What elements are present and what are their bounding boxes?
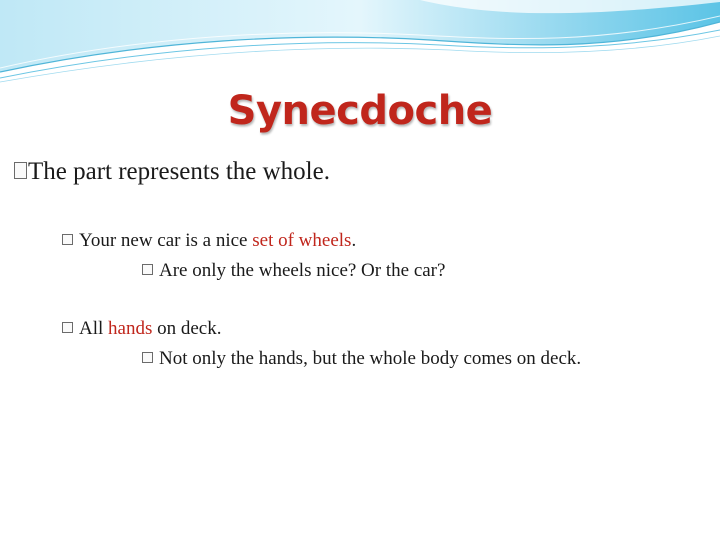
example-2-sub-text: Not only the hands, but the whole body comes on deck.: [159, 348, 582, 369]
example-bullet-1: [62, 230, 356, 252]
main-bullet: [14, 158, 330, 186]
example-2-sub-bullet: [142, 348, 581, 370]
square-bullet-icon: [14, 162, 27, 179]
example-1-sub-bullet: [142, 260, 445, 282]
example-1-text: Your new car is a nice: [79, 230, 253, 251]
example-1-sub-text: Are only the wheels nice? Or the car?: [159, 260, 446, 281]
square-bullet-icon: [142, 264, 153, 275]
header-wave-decoration: [0, 0, 720, 90]
example-bullet-2: [62, 318, 221, 340]
main-bullet-text: The part represents the whole.: [28, 158, 330, 185]
example-2-text: All: [79, 318, 109, 339]
slide-title: Synecdoche: [227, 88, 493, 134]
square-bullet-icon: [142, 352, 153, 363]
example-1-text-end: .: [351, 230, 357, 251]
example-1-highlight: set of wheels: [252, 230, 352, 251]
example-2-highlight: hands: [108, 318, 153, 339]
example-2-text-end: on deck.: [152, 318, 222, 339]
square-bullet-icon: [62, 234, 73, 245]
square-bullet-icon: [62, 322, 73, 333]
